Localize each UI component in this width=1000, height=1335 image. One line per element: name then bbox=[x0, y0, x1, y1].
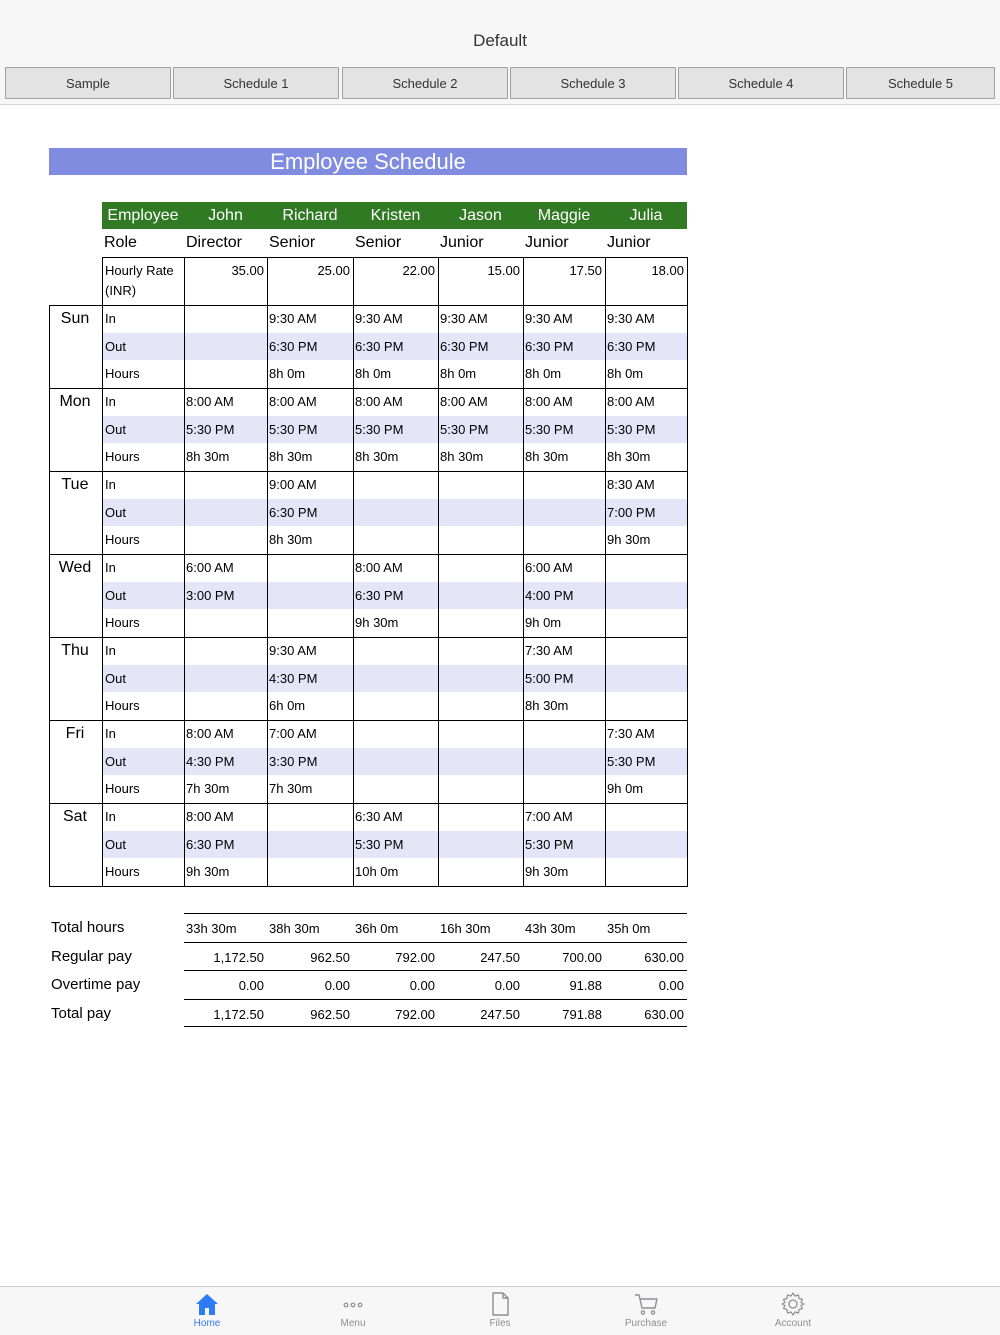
summary-label: Overtime pay bbox=[51, 976, 141, 993]
row-label-in: In bbox=[105, 726, 116, 741]
time-cell: 6:30 PM bbox=[607, 338, 656, 354]
time-cell: 5:30 PM bbox=[607, 421, 656, 437]
employee-role: Senior bbox=[355, 234, 402, 251]
cart-icon bbox=[633, 1291, 659, 1317]
employee-name: Richard bbox=[282, 207, 338, 224]
tabbar-menu-label: Menu bbox=[340, 1318, 366, 1329]
time-cell: 9:30 AM bbox=[269, 643, 317, 658]
time-cell: 9h 0m bbox=[607, 781, 644, 797]
employee-role: Senior bbox=[269, 234, 316, 251]
summary-line bbox=[184, 942, 687, 943]
time-cell: 6:30 PM bbox=[355, 587, 404, 603]
time-cell: 6:30 PM bbox=[269, 338, 318, 354]
time-cell: 5:30 PM bbox=[186, 421, 235, 437]
row-label-hours: Hours bbox=[105, 698, 140, 714]
out-row-stripe bbox=[103, 665, 687, 693]
time-cell: 3:00 PM bbox=[186, 587, 235, 603]
grid-line bbox=[605, 257, 606, 887]
time-cell: 8:30 AM bbox=[607, 477, 655, 492]
day-label: Thu bbox=[61, 642, 89, 659]
row-label-hours: Hours bbox=[105, 366, 140, 382]
summary-value: 962.50 bbox=[310, 949, 350, 965]
summary-label: Regular pay bbox=[51, 947, 132, 965]
summary-value: 0.00 bbox=[494, 978, 520, 993]
time-cell: 8h 0m bbox=[525, 366, 562, 382]
grid-line bbox=[49, 388, 688, 389]
employee-name: Julia bbox=[629, 207, 663, 224]
row-label-hours: Hours bbox=[105, 864, 140, 880]
time-cell: 9h 30m bbox=[607, 532, 651, 548]
tab-schedule-4[interactable]: Schedule 4 bbox=[678, 67, 844, 99]
time-cell: 6:30 PM bbox=[269, 504, 318, 520]
time-cell: 6h 0m bbox=[269, 698, 306, 714]
grid-line bbox=[267, 257, 268, 887]
time-cell: 9h 0m bbox=[525, 615, 562, 631]
summary-value: 16h 30m bbox=[440, 921, 491, 936]
employee-role: Junior bbox=[607, 234, 651, 251]
time-cell: 6:30 PM bbox=[355, 338, 404, 354]
role-label: Role bbox=[104, 234, 137, 251]
time-cell: 9:30 AM bbox=[607, 311, 655, 326]
time-cell: 6:00 AM bbox=[186, 560, 234, 575]
time-cell: 3:30 PM bbox=[269, 753, 318, 769]
time-cell: 9:30 AM bbox=[355, 311, 403, 326]
hourly-rate-label: Hourly Rate bbox=[105, 263, 174, 278]
summary-label: Total hours bbox=[51, 919, 125, 936]
time-cell: 5:30 PM bbox=[355, 836, 404, 852]
row-label-hours: Hours bbox=[105, 615, 140, 631]
grid-line bbox=[49, 803, 688, 804]
hourly-rate-value: 35.00 bbox=[231, 263, 264, 278]
summary-value: 0.00 bbox=[324, 978, 350, 993]
time-cell: 5:30 PM bbox=[440, 421, 489, 437]
day-label: Tue bbox=[61, 476, 89, 493]
time-cell: 6:00 AM bbox=[525, 560, 573, 575]
day-label: Sun bbox=[60, 310, 90, 327]
summary-value: 247.50 bbox=[480, 1006, 520, 1022]
summary-value: 962.50 bbox=[310, 1006, 350, 1022]
time-cell: 8h 0m bbox=[607, 366, 644, 382]
summary-value: 792.00 bbox=[395, 949, 435, 965]
schedule-tab-strip bbox=[0, 62, 1000, 105]
grid-line bbox=[102, 257, 688, 258]
row-label-out: Out bbox=[105, 670, 126, 686]
time-cell: 7:00 AM bbox=[269, 726, 317, 741]
hourly-rate-unit: (INR) bbox=[105, 283, 137, 298]
more-icon bbox=[340, 1291, 366, 1317]
employee-header-label: Employee bbox=[107, 207, 179, 224]
row-label-in: In bbox=[105, 477, 116, 492]
time-cell: 8h 30m bbox=[186, 449, 230, 465]
hourly-rate-value: 18.00 bbox=[651, 263, 684, 278]
summary-line bbox=[184, 913, 687, 914]
time-cell: 6:30 PM bbox=[186, 836, 235, 852]
time-cell: 4:30 PM bbox=[186, 753, 235, 769]
tabbar-files-label: Files bbox=[489, 1318, 511, 1329]
time-cell: 5:30 PM bbox=[269, 421, 318, 437]
summary-value: 91.88 bbox=[569, 978, 602, 993]
time-cell: 5:30 PM bbox=[607, 753, 656, 769]
grid-line bbox=[184, 257, 185, 887]
summary-line bbox=[184, 970, 687, 971]
employee-name: Jason bbox=[459, 207, 502, 224]
row-label-out: Out bbox=[105, 836, 126, 852]
time-cell: 9h 30m bbox=[355, 615, 399, 631]
summary-line bbox=[184, 1026, 687, 1027]
tabbar-account[interactable] bbox=[748, 1291, 838, 1329]
time-cell: 8h 0m bbox=[269, 366, 306, 382]
tabbar-menu[interactable] bbox=[308, 1291, 398, 1329]
time-cell: 5:30 PM bbox=[525, 836, 574, 852]
gear-icon bbox=[780, 1291, 806, 1317]
time-cell: 8:00 AM bbox=[186, 809, 234, 824]
summary-value: 33h 30m bbox=[186, 921, 237, 936]
row-label-hours: Hours bbox=[105, 449, 140, 465]
grid-line bbox=[438, 257, 439, 887]
schedule-title: Employee Schedule bbox=[49, 148, 687, 175]
time-cell: 9:30 AM bbox=[269, 311, 317, 326]
time-cell: 6:30 AM bbox=[355, 809, 403, 824]
day-label: Wed bbox=[58, 559, 92, 576]
time-cell: 8h 30m bbox=[269, 532, 313, 548]
time-cell: 8:00 AM bbox=[186, 726, 234, 741]
row-label-in: In bbox=[105, 643, 116, 658]
summary-value: 0.00 bbox=[238, 978, 264, 993]
time-cell: 5:30 PM bbox=[355, 421, 404, 437]
time-cell: 9h 30m bbox=[525, 864, 569, 880]
hourly-rate-value: 22.00 bbox=[402, 263, 435, 278]
tabbar-home-label: Home bbox=[193, 1318, 221, 1329]
grid-line bbox=[102, 257, 103, 887]
grid-line bbox=[49, 637, 688, 638]
home-icon bbox=[194, 1291, 220, 1317]
row-label-in: In bbox=[105, 311, 116, 326]
employee-role: Junior bbox=[440, 234, 484, 251]
summary-line bbox=[184, 999, 687, 1000]
time-cell: 7h 30m bbox=[186, 781, 230, 797]
summary-value: 36h 0m bbox=[355, 921, 399, 936]
time-cell: 6:30 PM bbox=[525, 338, 574, 354]
time-cell: 8h 30m bbox=[607, 449, 651, 465]
time-cell: 8:00 AM bbox=[607, 394, 655, 409]
time-cell: 8h 0m bbox=[355, 366, 392, 382]
summary-value: 35h 0m bbox=[607, 921, 651, 936]
time-cell: 8:00 AM bbox=[440, 394, 488, 409]
summary-value: 0.00 bbox=[409, 978, 435, 993]
row-label-out: Out bbox=[105, 421, 126, 437]
employee-name: Maggie bbox=[537, 207, 591, 224]
hourly-rate-value: 15.00 bbox=[487, 263, 520, 278]
time-cell: 8h 30m bbox=[525, 449, 569, 465]
row-label-hours: Hours bbox=[105, 781, 140, 797]
tab-schedule-1[interactable]: Schedule 1 bbox=[173, 67, 339, 99]
row-label-in: In bbox=[105, 809, 116, 824]
summary-value: 700.00 bbox=[562, 949, 602, 965]
grid-line bbox=[49, 305, 688, 306]
grid-line bbox=[49, 720, 688, 721]
tabbar-files[interactable] bbox=[455, 1291, 545, 1329]
row-label-in: In bbox=[105, 394, 116, 409]
row-label-out: Out bbox=[105, 504, 126, 520]
time-cell: 9:30 AM bbox=[525, 311, 573, 326]
hourly-rate-value: 17.50 bbox=[569, 263, 602, 278]
time-cell: 8:00 AM bbox=[355, 560, 403, 575]
grid-line bbox=[353, 257, 354, 887]
summary-value: 0.00 bbox=[658, 978, 684, 993]
hourly-rate-value: 25.00 bbox=[317, 263, 350, 278]
time-cell: 6:30 PM bbox=[440, 338, 489, 354]
time-cell: 8:00 AM bbox=[269, 394, 317, 409]
summary-value: 43h 30m bbox=[525, 921, 576, 936]
time-cell: 4:00 PM bbox=[525, 587, 574, 603]
tabbar-account-label: Account bbox=[774, 1318, 812, 1329]
time-cell: 7:00 PM bbox=[607, 504, 656, 520]
grid-line bbox=[523, 257, 524, 887]
grid-line bbox=[687, 257, 688, 887]
tab-schedule-5[interactable]: Schedule 5 bbox=[846, 67, 995, 99]
employee-name: John bbox=[208, 207, 243, 224]
row-label-in: In bbox=[105, 560, 116, 575]
time-cell: 8:00 AM bbox=[525, 394, 573, 409]
time-cell: 8:00 AM bbox=[186, 394, 234, 409]
time-cell: 9:30 AM bbox=[440, 311, 488, 326]
summary-label: Total pay bbox=[51, 1004, 112, 1022]
employee-header-row bbox=[102, 202, 687, 229]
bottom-tab-bar bbox=[0, 1286, 1000, 1335]
row-label-out: Out bbox=[105, 753, 126, 769]
grid-line bbox=[49, 554, 688, 555]
summary-value: 792.00 bbox=[395, 1006, 435, 1022]
time-cell: 8h 30m bbox=[440, 449, 484, 465]
time-cell: 8h 30m bbox=[525, 698, 569, 714]
time-cell: 4:30 PM bbox=[269, 670, 318, 686]
row-label-out: Out bbox=[105, 587, 126, 603]
time-cell: 7:30 AM bbox=[607, 726, 655, 741]
tabbar-purchase-label: Purchase bbox=[624, 1318, 668, 1329]
nav-bar bbox=[0, 0, 1000, 63]
page-title: Default bbox=[473, 31, 527, 50]
summary-value: 630.00 bbox=[644, 1006, 684, 1022]
row-label-hours: Hours bbox=[105, 532, 140, 548]
time-cell: 8h 30m bbox=[355, 449, 399, 465]
day-label: Sat bbox=[62, 808, 87, 825]
summary-value: 1,172.50 bbox=[213, 1006, 264, 1022]
out-row-stripe bbox=[103, 499, 687, 527]
time-cell: 7h 30m bbox=[269, 781, 313, 797]
time-cell: 9:00 AM bbox=[269, 477, 317, 492]
file-icon bbox=[487, 1291, 513, 1317]
time-cell: 7:00 AM bbox=[525, 809, 573, 824]
day-label: Fri bbox=[65, 725, 85, 742]
time-cell: 8:00 AM bbox=[355, 394, 403, 409]
summary-value: 791.88 bbox=[562, 1006, 602, 1022]
summary-value: 38h 30m bbox=[269, 921, 320, 936]
tabbar-home[interactable] bbox=[162, 1291, 252, 1329]
tab-schedule-2[interactable]: Schedule 2 bbox=[342, 67, 508, 99]
time-cell: 5:30 PM bbox=[525, 421, 574, 437]
summary-value: 247.50 bbox=[480, 949, 520, 965]
time-cell: 7:30 AM bbox=[525, 643, 573, 658]
employee-role: Director bbox=[186, 234, 243, 251]
time-cell: 8h 30m bbox=[269, 449, 313, 465]
tab-sample[interactable]: Sample bbox=[5, 67, 171, 99]
row-label-out: Out bbox=[105, 338, 126, 354]
employee-name: Kristen bbox=[370, 207, 421, 224]
tab-schedule-3[interactable]: Schedule 3 bbox=[510, 67, 676, 99]
summary-value: 630.00 bbox=[644, 949, 684, 965]
employee-role: Junior bbox=[525, 234, 569, 251]
time-cell: 10h 0m bbox=[355, 864, 399, 880]
time-cell: 9h 30m bbox=[186, 864, 230, 880]
grid-line bbox=[49, 886, 688, 887]
time-cell: 8h 0m bbox=[440, 366, 477, 382]
grid-line bbox=[49, 471, 688, 472]
summary-value: 1,172.50 bbox=[213, 949, 264, 965]
day-label: Mon bbox=[59, 393, 91, 410]
time-cell: 5:00 PM bbox=[525, 670, 574, 686]
tabbar-purchase[interactable] bbox=[601, 1291, 691, 1329]
